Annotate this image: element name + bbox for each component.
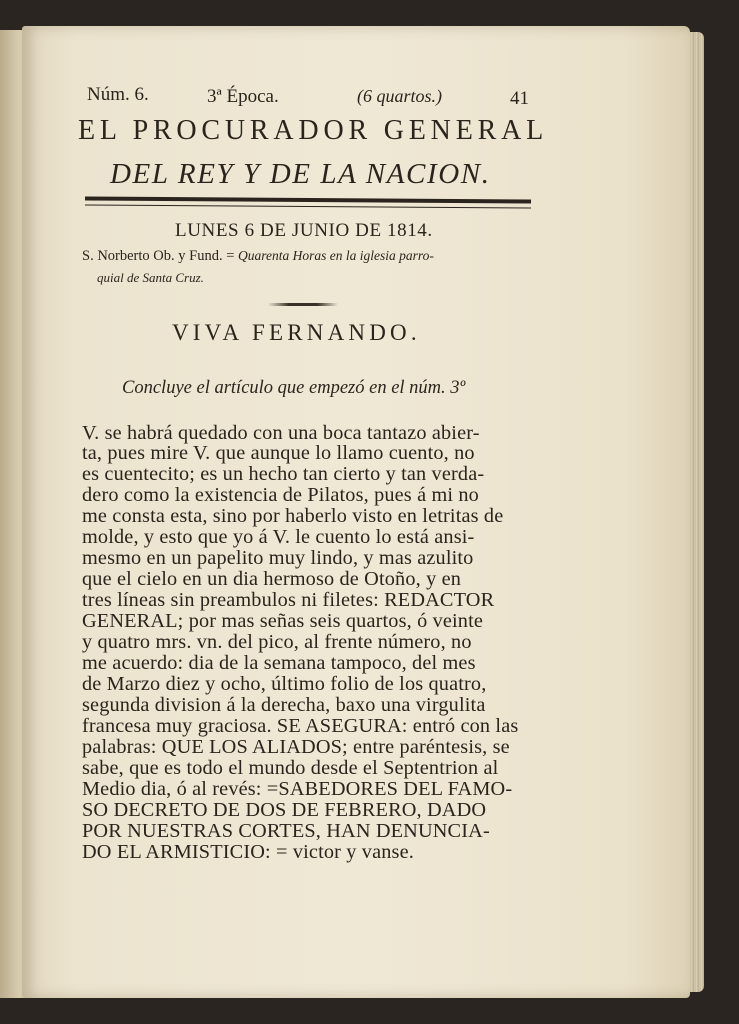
body-line: y quatro mrs. vn. del pico, al frente número, no	[82, 631, 472, 653]
body-line: es cuentecito; es un hecho tan cierto y tan verda-	[82, 463, 485, 485]
body-line: ta, pues mire V. que aunque lo llamo cuento, no	[82, 442, 475, 464]
body-line: Medio dia, ó al revés: =SABEDORES DEL FAMO-	[82, 778, 513, 800]
body-line: tres líneas sin preambulos ni filetes: REDACTOR	[82, 589, 495, 611]
body-line: me acuerdo: dia de la semana tampoco, del mes	[82, 652, 476, 674]
body-line: V. se habrá quedado con una boca tantazo abier-	[82, 422, 480, 444]
body-line: palabras: QUE LOS ALIADOS; entre paréntesis, se	[82, 736, 510, 758]
ornament-divider	[268, 303, 338, 306]
saint-note-continued: quial de Santa Cruz.	[97, 270, 204, 285]
article-subheading: Concluye el artículo que empezó en el núm. 3º	[122, 378, 466, 398]
issue-price: (6 quartos.)	[357, 86, 442, 106]
saint-note: Quarenta Horas en la iglesia parro-	[238, 248, 434, 263]
body-line: dero como la existencia de Pilatos, pues á mi no	[82, 484, 479, 506]
article-heading: VIVA FERNANDO.	[172, 320, 421, 345]
body-line: que el cielo en un dia hermoso de Otoño, y en	[82, 568, 462, 590]
body-line: mesmo en un papelito muy lindo, y mas azulito	[82, 547, 474, 569]
body-line: francesa muy graciosa. SE ASEGURA: entró con las	[82, 715, 519, 737]
body-line: GENERAL; por mas señas seis quartos, ó veinte	[82, 610, 484, 632]
page-number: 41	[510, 88, 529, 109]
saint-prefix: S. Norberto Ob. y Fund. =	[82, 248, 238, 264]
body-line: me consta esta, sino por haberlo visto en letritas de	[82, 505, 504, 527]
masthead-title: EL PROCURADOR GENERAL	[78, 115, 548, 146]
body-line: SO DECRETO DE DOS DE FEBRERO, DADO	[82, 799, 487, 821]
body-line: molde, y esto que yo á V. le cuento lo está ansi-	[82, 526, 475, 548]
issue-number: Núm. 6.	[87, 84, 149, 105]
body-line: de Marzo diez y ocho, último folio de los quatro,	[82, 673, 487, 695]
masthead-subtitle: DEL REY Y DE LA NACION.	[110, 158, 491, 190]
issue-epoch: 3ª Época.	[207, 86, 279, 107]
body-line: segunda division á la derecha, baxo una virgulita	[82, 694, 486, 716]
saint-of-day	[82, 248, 434, 265]
body-line: POR NUESTRAS CORTES, HAN DENUNCIA-	[82, 820, 490, 842]
body-line: sabe, que es todo el mundo desde el Septentrion al	[82, 757, 499, 779]
dateline: LUNES 6 DE JUNIO DE 1814.	[175, 220, 433, 241]
body-line: DO EL ARMISTICIO: = victor y vanse.	[82, 841, 414, 863]
